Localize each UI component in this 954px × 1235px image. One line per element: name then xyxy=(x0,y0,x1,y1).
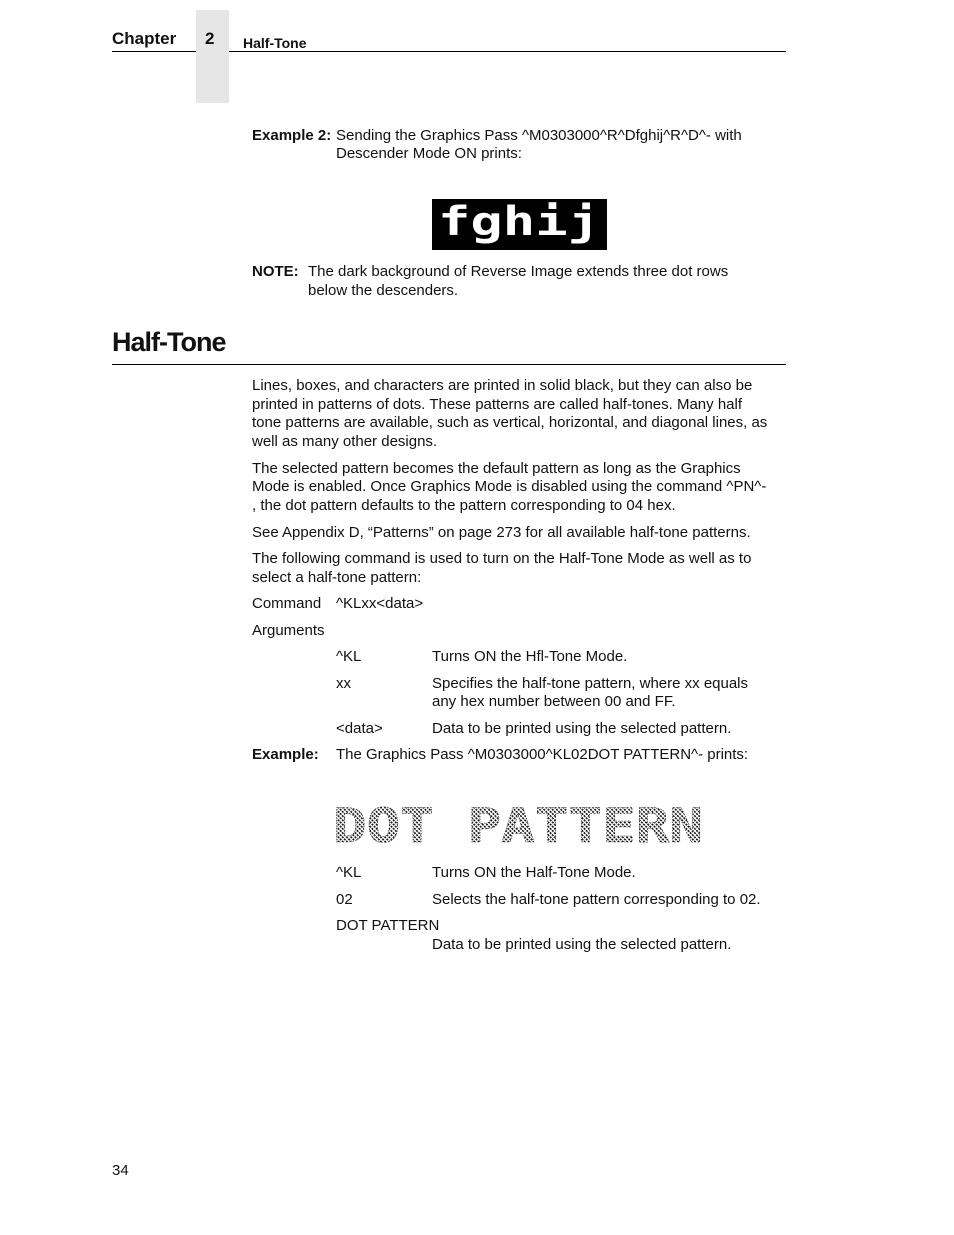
paragraph-line: tone patterns are available, such as vertical, horizontal, and diagonal lines, as xyxy=(252,414,768,431)
example-text: The Graphics Pass ^M0303000^KL02DOT PATTERN^- prints: xyxy=(336,746,749,763)
argument-term: <data> xyxy=(336,720,383,737)
reverse-image-text: fghij xyxy=(438,199,600,245)
paragraph-line: Lines, boxes, and characters are printed in solid black, but they can also be xyxy=(252,377,753,394)
argument-term: xx xyxy=(336,675,351,692)
example2-line: Descender Mode ON prints: xyxy=(336,145,522,162)
note-label: NOTE: xyxy=(252,263,299,280)
example-arg-desc: Turns ON the Half-Tone Mode. xyxy=(432,864,636,881)
paragraph-line: The following command is used to turn on the Half-Tone Mode as well as to xyxy=(252,550,752,567)
example-arg-term: DOT PATTERN xyxy=(336,917,440,934)
command-value: ^KLxx<data> xyxy=(336,595,424,612)
example-arg-term: 02 xyxy=(336,891,353,908)
example2-label: Example 2: xyxy=(252,127,332,144)
note-line: below the descenders. xyxy=(308,282,459,299)
paragraph-line: See Appendix D, “Patterns” on page 273 for all available half-tone patterns. xyxy=(252,524,751,541)
section-title: Half-Tone xyxy=(112,327,226,357)
argument-desc: Data to be printed using the selected pattern. xyxy=(432,720,732,737)
example-arg-desc: Data to be printed using the selected pattern. xyxy=(432,936,732,953)
example-arg-desc: Selects the half-tone pattern corresponding to 02. xyxy=(432,891,761,908)
arguments-label: Arguments xyxy=(252,622,325,639)
argument-desc: any hex number between 00 and FF. xyxy=(432,693,676,710)
chapter-label: Chapter xyxy=(112,29,177,48)
chapter-number: 2 xyxy=(205,29,215,48)
running-section-title: Half-Tone xyxy=(243,35,307,51)
halftone-sample xyxy=(332,800,704,848)
paragraph-line: Mode is enabled. Once Graphics Mode is disabled using the command ^PN^- xyxy=(252,478,767,495)
paragraph-line: printed in patterns of dots. These patterns are called half-tones. Many half xyxy=(252,396,743,413)
header-rule xyxy=(229,51,786,52)
example-arg-term: ^KL xyxy=(336,864,362,881)
example2-line: Sending the Graphics Pass ^M0303000^R^Dfghij^R^D^- with xyxy=(336,127,742,144)
argument-desc: Turns ON the Hfl-Tone Mode. xyxy=(432,648,628,665)
reverse-image-sample xyxy=(432,199,607,250)
paragraph-line: , the dot pattern defaults to the pattern corresponding to 04 hex. xyxy=(252,497,676,514)
chapter-tab xyxy=(196,10,229,103)
section-rule xyxy=(112,364,786,365)
argument-term: ^KL xyxy=(336,648,362,665)
argument-desc: Specifies the half-tone pattern, where xx equals xyxy=(432,675,749,692)
command-label: Command xyxy=(252,595,322,612)
halftone-text: DOT PATTERN xyxy=(333,800,703,848)
header-rule xyxy=(112,51,196,52)
note-line: The dark background of Reverse Image extends three dot rows xyxy=(308,263,729,280)
paragraph-line: The selected pattern becomes the default pattern as long as the Graphics xyxy=(252,460,741,477)
paragraph-line: well as many other designs. xyxy=(252,433,438,450)
example-label: Example: xyxy=(252,746,319,763)
page-number: 34 xyxy=(112,1162,129,1179)
paragraph-line: select a half-tone pattern: xyxy=(252,569,422,586)
